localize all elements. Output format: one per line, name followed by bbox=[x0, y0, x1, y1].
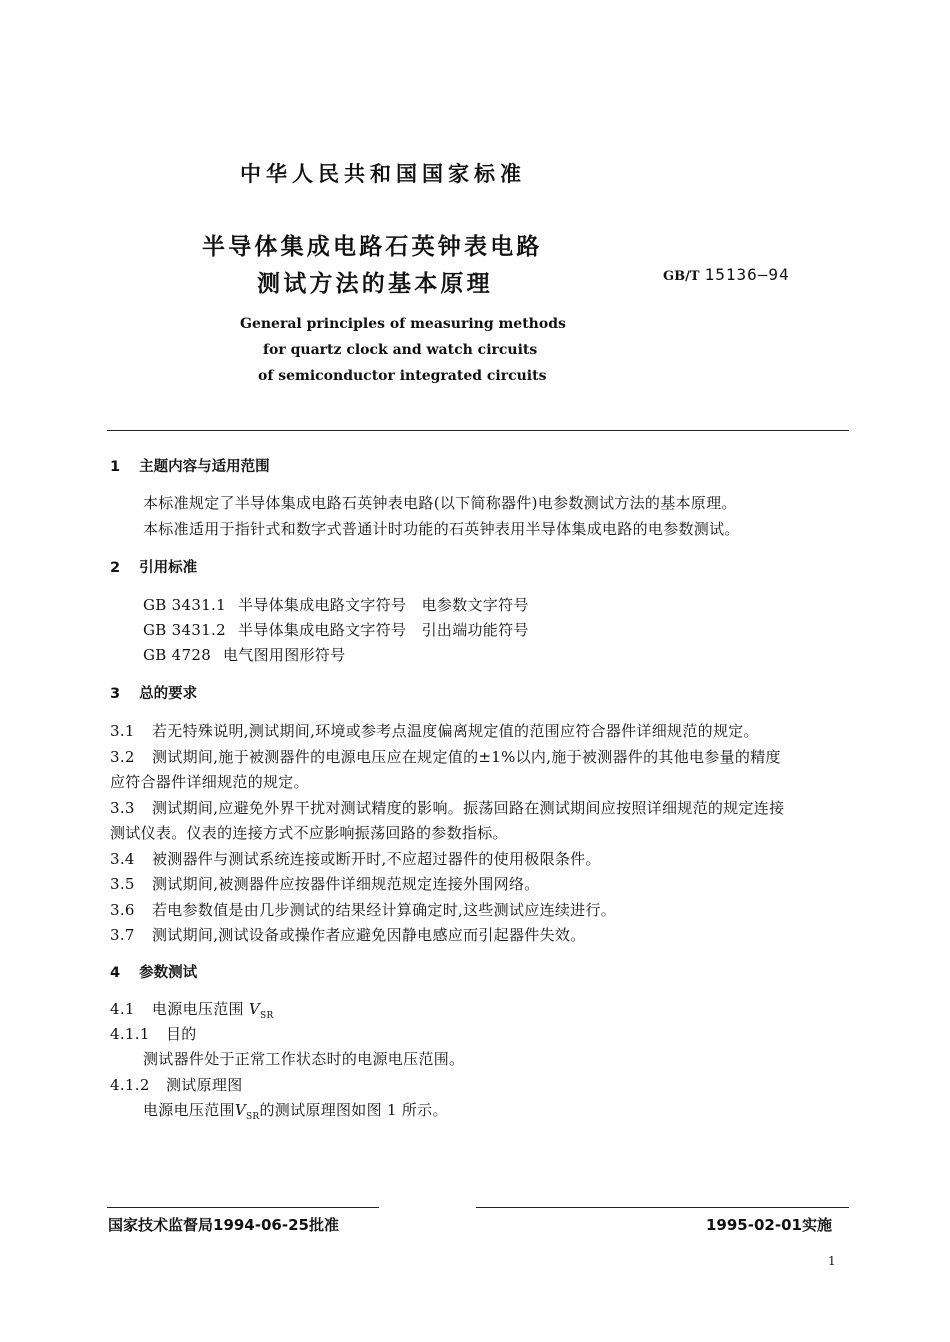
section-1-number: 1 bbox=[110, 459, 121, 475]
section-1-paragraph-2: 本标准适用于指针式和数字式普通计时功能的石英钟表用半导体集成电路的电参数测试。 bbox=[143, 520, 740, 538]
clause-text: 测试期间,被测器件应按器件详细规范规定连接外围网络。 bbox=[152, 875, 540, 893]
clause-3-2 bbox=[110, 746, 781, 767]
page-number: 1 bbox=[828, 1254, 836, 1268]
footer-rule-right bbox=[476, 1207, 849, 1208]
clause-number: 4.1.2 bbox=[110, 1076, 150, 1094]
clause-3-3 bbox=[110, 797, 784, 818]
section-1-paragraph-1: 本标准规定了半导体集成电路石英钟表电路(以下简称器件)电参数测试方法的基本原理。 bbox=[143, 494, 737, 512]
clause-4-1-1 bbox=[110, 1023, 197, 1044]
clause-text: 测试期间,测试设备或操作者应避免因静电感应而引起器件失效。 bbox=[152, 926, 586, 944]
reference-item bbox=[143, 594, 529, 615]
reference-item bbox=[143, 619, 529, 640]
section-2-heading bbox=[110, 556, 197, 577]
section-1-heading bbox=[110, 455, 270, 476]
clause-number: 4.1 bbox=[110, 1000, 135, 1018]
clause-3-3-continued: 测试仪表。仪表的连接方式不应影响振荡回路的参数指标。 bbox=[110, 824, 508, 842]
clause-4-1-2-text bbox=[143, 1099, 448, 1122]
clause-title: 测试原理图 bbox=[166, 1076, 243, 1094]
standard-code-number: 15136—94 bbox=[704, 265, 790, 284]
clause-3-1 bbox=[110, 720, 759, 741]
reference-code: GB 3431.1 bbox=[143, 596, 226, 614]
section-4-number: 4 bbox=[110, 965, 121, 981]
section-2-number: 2 bbox=[110, 560, 121, 576]
clause-4-1-2 bbox=[110, 1074, 243, 1095]
section-1-title: 主题内容与适用范围 bbox=[139, 459, 270, 475]
clause-number: 3.6 bbox=[110, 901, 135, 919]
clause-3-2-continued: 应符合器件详细规范的规定。 bbox=[110, 773, 309, 791]
reference-item bbox=[143, 644, 345, 665]
section-4-heading bbox=[110, 961, 197, 982]
clause-title: 电源电压范围 bbox=[152, 1000, 244, 1018]
implementation-line: 1995-02-01实施 bbox=[706, 1216, 832, 1234]
section-4-title: 参数测试 bbox=[139, 965, 198, 981]
national-standard-heading: 中华人民共和国国家标准 bbox=[240, 162, 526, 186]
symbol-v: V bbox=[234, 1101, 246, 1119]
symbol-subscript: SR bbox=[260, 1011, 274, 1021]
section-2-title: 引用标准 bbox=[139, 560, 198, 576]
reference-text: 电气图用图形符号 bbox=[223, 646, 346, 664]
clause-4-1-1-text: 测试器件处于正常工作状态时的电源电压范围。 bbox=[143, 1050, 465, 1068]
symbol-subscript: SR bbox=[245, 1112, 260, 1122]
section-3-heading bbox=[110, 682, 197, 703]
section-3-title: 总的要求 bbox=[139, 686, 198, 702]
clause-text: 被测器件与测试系统连接或断开时,不应超过器件的使用极限条件。 bbox=[152, 850, 601, 868]
reference-code: GB 4728 bbox=[143, 646, 212, 664]
clause-number: 4.1.1 bbox=[110, 1025, 150, 1043]
title-line-1: 半导体集成电路石英钟表电路 bbox=[202, 234, 543, 260]
clause-4-1 bbox=[110, 998, 274, 1021]
clause-number: 3.4 bbox=[110, 850, 135, 868]
clause-text: 测试期间,施于被测器件的电源电压应在规定值的±1%以内,施于被测器件的其他电参量的精度 bbox=[152, 748, 781, 766]
reference-code: GB 3431.2 bbox=[143, 621, 226, 639]
english-title-line-3: of semiconductor integrated circuits bbox=[258, 368, 547, 384]
clause-number: 3.5 bbox=[110, 875, 135, 893]
clause-number: 3.2 bbox=[110, 748, 135, 766]
clause-number: 3.3 bbox=[110, 799, 135, 817]
section-3-number: 3 bbox=[110, 686, 121, 702]
reference-text: 半导体集成电路文字符号 引出端功能符号 bbox=[238, 621, 529, 639]
clause-text: 测试期间,应避免外界干扰对测试精度的影响。振荡回路在测试期间应按照详细规范的规定连接 bbox=[152, 799, 785, 817]
clause-number: 3.7 bbox=[110, 926, 135, 944]
title-line-2: 测试方法的基本原理 bbox=[257, 271, 493, 297]
approval-line: 国家技术监督局1994-06-25批准 bbox=[108, 1216, 339, 1234]
english-title-line-1: General principles of measuring methods bbox=[240, 316, 566, 332]
standard-code bbox=[663, 265, 790, 284]
clause-3-6 bbox=[110, 899, 616, 920]
footer-rule-left bbox=[107, 1207, 379, 1208]
clause-text: 若无特殊说明,测试期间,环境或参考点温度偏离规定值的范围应符合器件详细规范的规定。 bbox=[152, 722, 759, 740]
clause-number: 3.1 bbox=[110, 722, 135, 740]
clause-text: 若电参数值是由几步测试的结果经计算确定时,这些测试应连续进行。 bbox=[152, 901, 617, 919]
clause-3-7 bbox=[110, 924, 585, 945]
text-prefix: 电源电压范围 bbox=[143, 1101, 235, 1119]
english-title-line-2: for quartz clock and watch circuits bbox=[263, 342, 538, 358]
header-divider bbox=[107, 430, 849, 431]
clause-3-5 bbox=[110, 873, 540, 894]
standard-code-prefix: GB/T bbox=[663, 269, 700, 284]
symbol-v: V bbox=[248, 1000, 261, 1018]
text-suffix: 的测试原理图如图 1 所示。 bbox=[259, 1101, 448, 1119]
clause-title: 目的 bbox=[166, 1025, 197, 1043]
clause-3-4 bbox=[110, 848, 601, 869]
reference-text: 半导体集成电路文字符号 电参数文字符号 bbox=[238, 596, 529, 614]
